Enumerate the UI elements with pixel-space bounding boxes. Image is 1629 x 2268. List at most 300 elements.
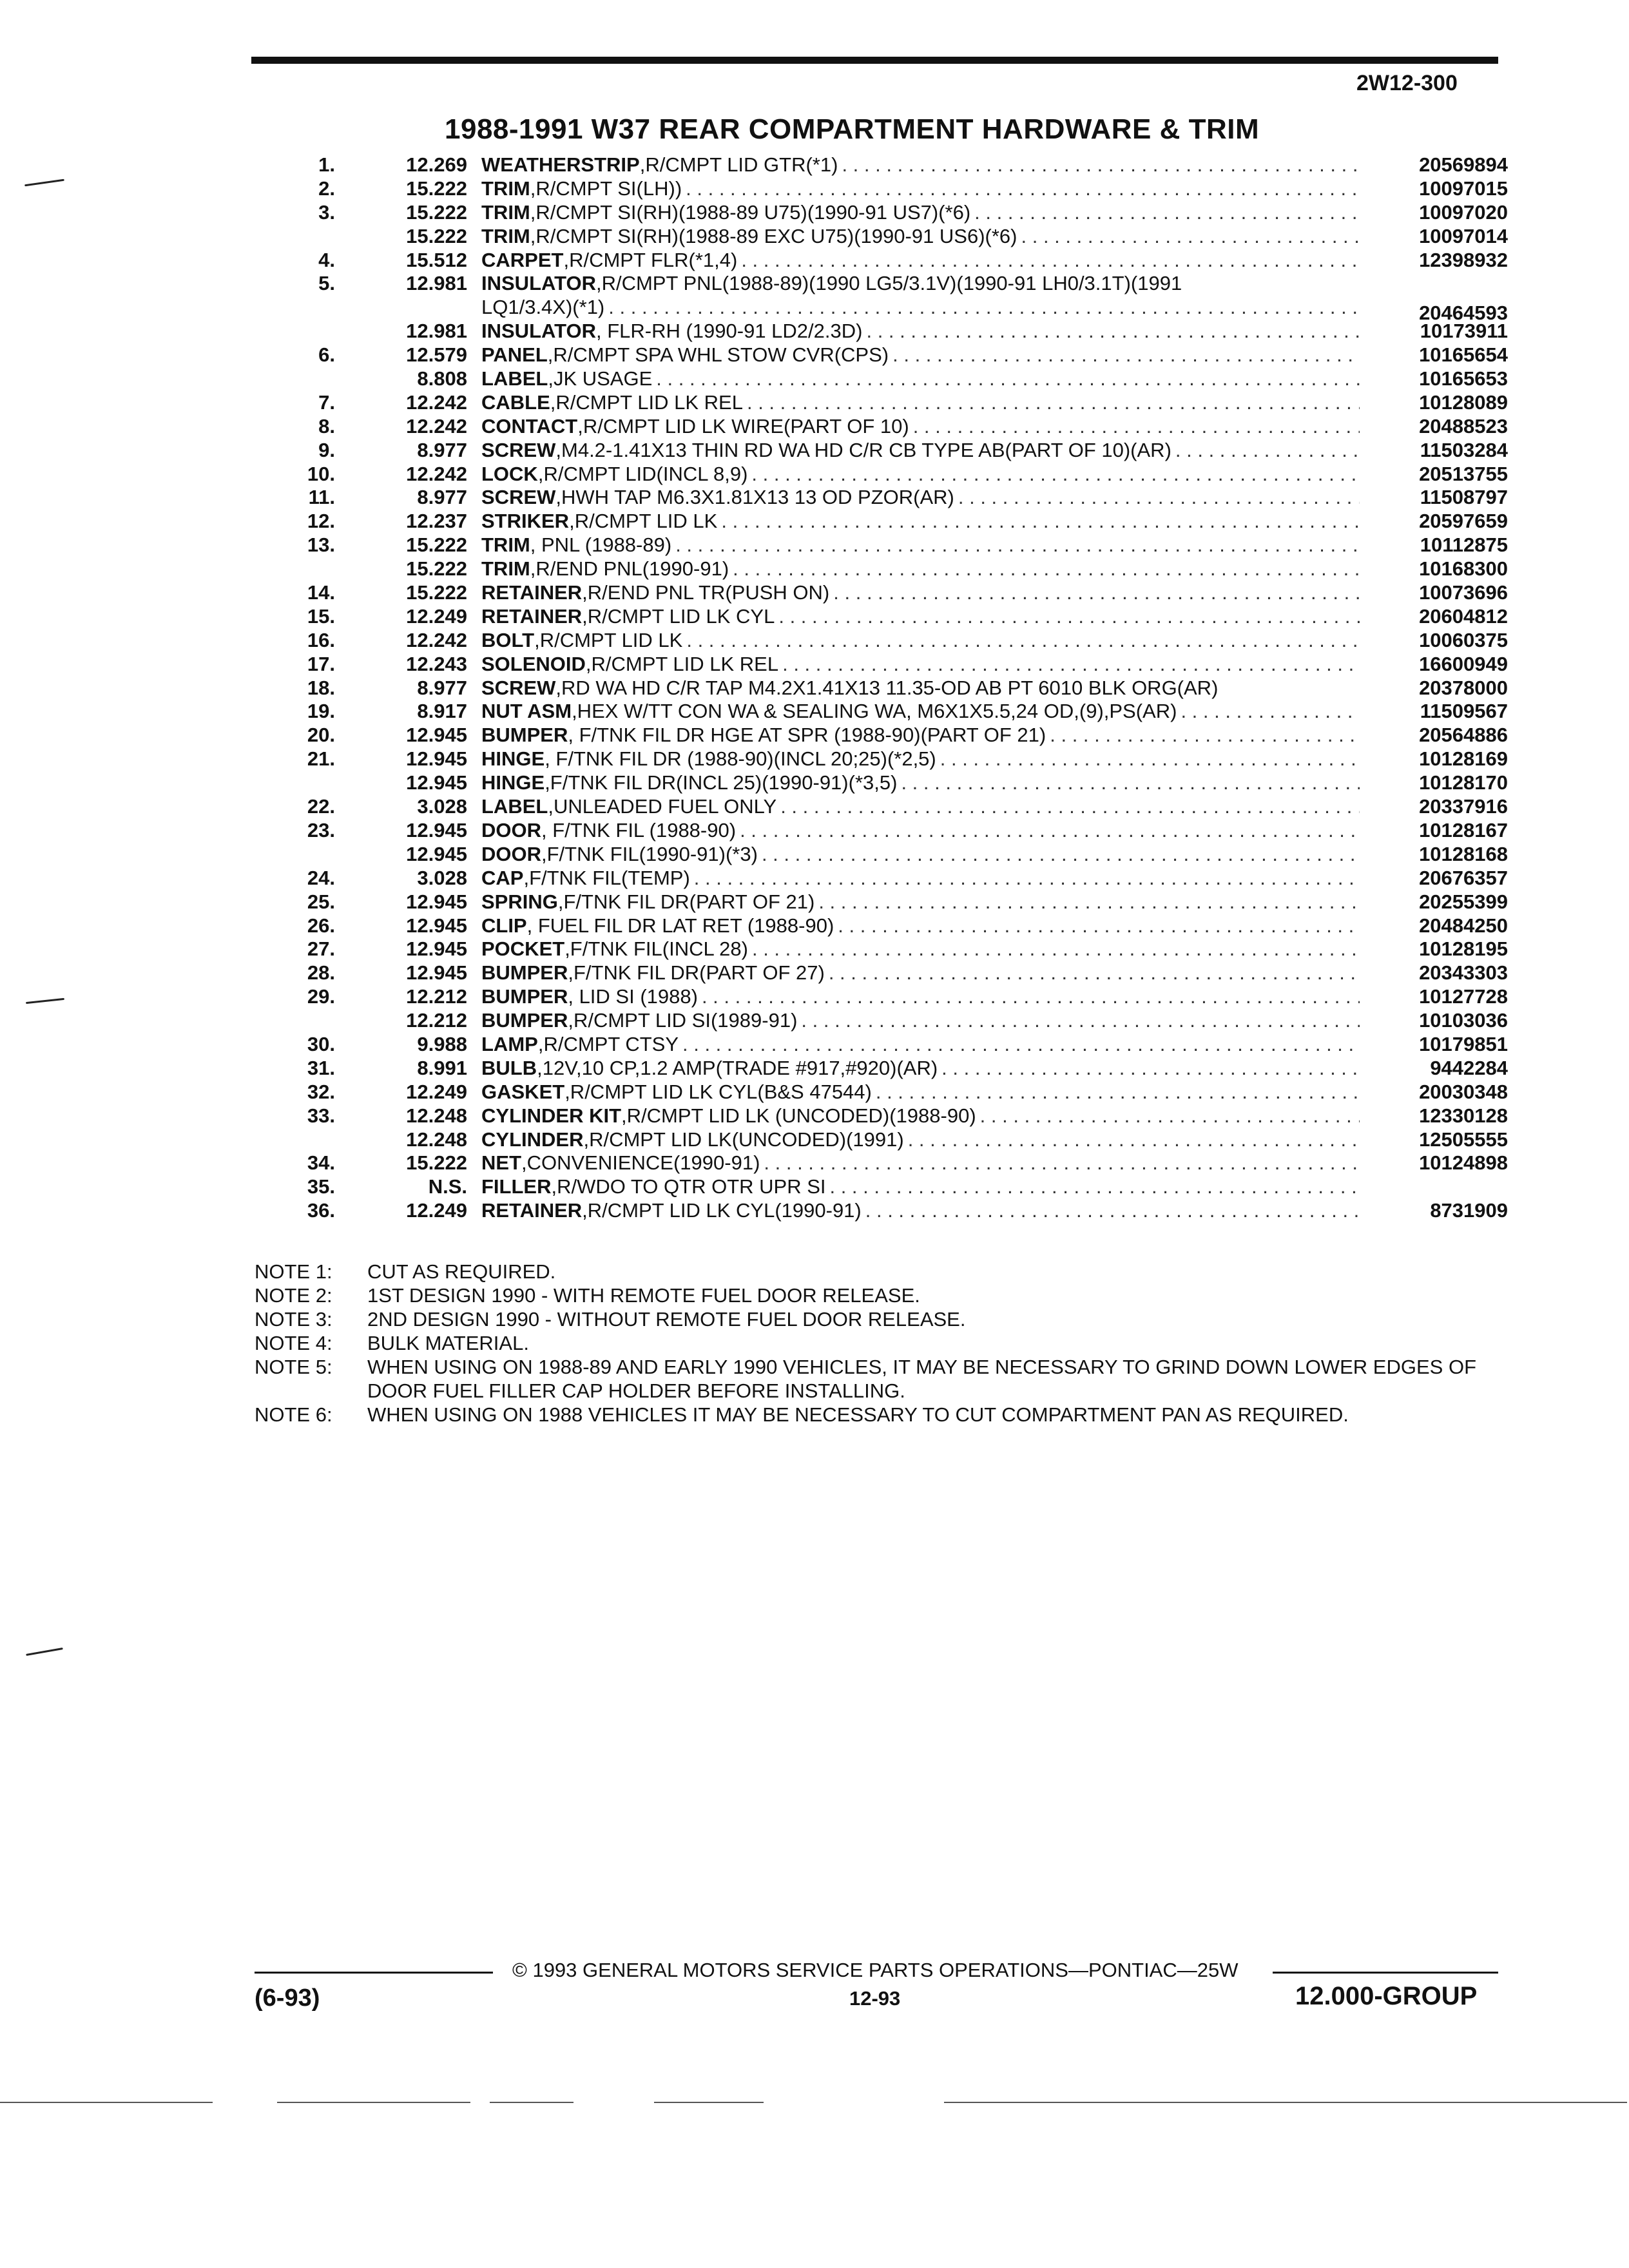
part-row (245, 629, 1508, 653)
part-description (481, 367, 1360, 391)
part-description (481, 985, 1360, 1009)
dot-leader (686, 629, 1360, 653)
part-detail: ,F/TNK FIL(1990-91)(*3) (541, 842, 758, 865)
item-number: 24. (307, 866, 335, 889)
part-row (245, 1009, 1508, 1033)
part-detail: , FLR-RH (1990-91 LD2/2.3D) (595, 320, 863, 343)
part-row (245, 1104, 1508, 1128)
dot-leader (1181, 700, 1360, 724)
part-description (481, 1175, 1360, 1199)
part-row (245, 343, 1508, 367)
item-number: 12. (307, 510, 335, 533)
part-detail: ,R/CMPT PNL(1988-89)(1990 LG5/3.1V)(1990-91 LH0/3.1T)(1991 (595, 272, 1182, 295)
part-detail: , LID SI (1988) (568, 985, 698, 1008)
part-name: NUT ASM (481, 700, 572, 723)
dot-leader (778, 605, 1360, 629)
part-name: PANEL (481, 343, 548, 367)
group-number: 12.242 (406, 628, 467, 651)
group-number: 12.243 (406, 652, 467, 675)
part-row (245, 415, 1508, 439)
note-label: NOTE 5: (255, 1356, 333, 1378)
note-row (255, 1331, 1505, 1355)
part-number: 11509567 (1420, 700, 1508, 723)
parts-list (245, 153, 1508, 1223)
part-detail: , F/TNK FIL (1988-90) (541, 818, 737, 841)
page-number: 12-93 (849, 1987, 901, 2010)
note-label: NOTE 4: (255, 1332, 333, 1354)
part-description (481, 629, 1360, 653)
dot-leader (829, 961, 1360, 985)
part-description (481, 819, 1360, 843)
part-number: 20464593 (1419, 302, 1508, 325)
item-number: 20. (307, 724, 335, 747)
part-description (481, 1128, 1360, 1152)
part-row (245, 653, 1508, 677)
part-number: 11503284 (1420, 438, 1508, 461)
part-description (481, 1057, 1360, 1081)
item-number: 34. (307, 1151, 335, 1175)
note-text: CUT AS REQUIRED. (367, 1260, 556, 1283)
part-detail: ,12V,10 CP,1.2 AMP(TRADE #917,#920)(AR) (537, 1056, 938, 1079)
part-row (245, 914, 1508, 938)
part-number: 10179851 (1419, 1032, 1508, 1055)
dot-leader (733, 557, 1360, 581)
part-row (245, 724, 1508, 747)
bottom-rule (490, 2102, 574, 2103)
item-number: 33. (307, 1104, 335, 1127)
part-number: 10173911 (1420, 320, 1508, 343)
group-number: 12.945 (406, 890, 467, 913)
group-number: 8.917 (417, 700, 467, 723)
dot-leader (866, 320, 1360, 343)
part-number: 10097014 (1419, 224, 1508, 247)
top-rule (251, 57, 1498, 64)
group-number: 12.945 (406, 937, 467, 961)
part-number: 20564886 (1419, 724, 1508, 747)
part-row (245, 747, 1508, 771)
part-number: 10128169 (1419, 747, 1508, 771)
part-description (481, 653, 1360, 677)
dot-leader (747, 391, 1360, 415)
dot-leader (801, 1009, 1360, 1033)
part-name: CAP (481, 866, 524, 889)
bottom-rule (0, 2102, 213, 2103)
part-name: BUMPER (481, 961, 568, 985)
part-name: CONTACT (481, 414, 578, 437)
part-description (481, 153, 1360, 177)
part-description (481, 296, 1360, 320)
page-code: 2W12-300 (1356, 71, 1458, 95)
part-row (245, 1128, 1508, 1152)
part-row (245, 1033, 1508, 1057)
part-description (481, 1081, 1360, 1104)
part-description (481, 581, 1360, 605)
group-number: N.S. (428, 1175, 467, 1198)
item-number: 26. (307, 914, 335, 937)
item-number: 18. (307, 676, 335, 699)
part-number: 20337916 (1419, 795, 1508, 818)
part-detail: ,CONVENIENCE(1990-91) (521, 1151, 760, 1175)
part-name: LOCK (481, 462, 538, 485)
part-detail: ,R/CMPT LID LK (534, 628, 683, 651)
dot-leader (740, 819, 1360, 843)
item-number: 5. (318, 272, 335, 295)
part-name: RETAINER (481, 604, 583, 628)
item-number: 13. (307, 533, 335, 557)
part-row (245, 1199, 1508, 1223)
dot-leader (908, 1128, 1360, 1152)
part-detail: ,RD WA HD C/R TAP M4.2X1.41X13 11.35-OD AB PT 6010 BLK ORG(AR) (555, 676, 1219, 699)
part-detail: , FUEL FIL DR LAT RET (1988-90) (526, 914, 834, 937)
part-name: CYLINDER KIT (481, 1104, 621, 1127)
part-detail: ,JK USAGE (548, 367, 653, 390)
part-detail: ,R/CMPT LID LK WIRE(PART OF 10) (577, 414, 909, 437)
dot-leader (829, 1175, 1360, 1199)
part-description (481, 439, 1360, 463)
item-number: 17. (307, 652, 335, 675)
part-description (481, 510, 1360, 533)
group-number: 12.249 (406, 604, 467, 628)
bottom-rule (277, 2102, 470, 2103)
group-number: 15.222 (406, 200, 467, 224)
part-detail: ,R/WDO TO QTR OTR UPR SI (551, 1175, 826, 1198)
group-number: 15.222 (406, 557, 467, 581)
part-number: 12398932 (1419, 248, 1508, 271)
group-number: 12.945 (406, 961, 467, 985)
part-row (245, 153, 1508, 177)
part-number: 10128170 (1419, 771, 1508, 794)
part-name: BUMPER (481, 985, 568, 1008)
part-row (245, 1057, 1508, 1081)
dot-leader (682, 1033, 1360, 1057)
item-number: 19. (307, 700, 335, 723)
part-name: TRIM (481, 224, 530, 247)
part-detail: ,R/CMPT LID(INCL 8,9) (537, 462, 748, 485)
part-name: CARPET (481, 248, 564, 271)
part-description (481, 1104, 1360, 1128)
part-row (245, 1151, 1508, 1175)
part-name: CYLINDER (481, 1128, 584, 1151)
group-number: 3.028 (417, 795, 467, 818)
part-detail: ,R/CMPT LID SI(1989-91) (568, 1009, 798, 1032)
part-row (245, 249, 1508, 273)
note-row (255, 1307, 1505, 1331)
part-description (481, 391, 1360, 415)
part-detail: ,F/TNK FIL DR(PART OF 27) (568, 961, 825, 985)
part-detail: ,R/CMPT CTSY (537, 1032, 679, 1055)
part-number: 10124898 (1419, 1151, 1508, 1175)
scan-mark (24, 179, 64, 187)
group-number: 8.977 (417, 676, 467, 699)
footer-rule-left (255, 1972, 493, 1974)
item-number: 21. (307, 747, 335, 771)
dot-leader (842, 153, 1360, 177)
group-number: 12.248 (406, 1104, 467, 1127)
group-number: 12.981 (406, 272, 467, 295)
part-description (481, 1151, 1360, 1175)
part-detail: ,F/TNK FIL(TEMP) (523, 866, 690, 889)
part-number: 16600949 (1419, 652, 1508, 675)
part-detail: ,F/TNK FIL(INCL 28) (564, 937, 748, 961)
item-number: 36. (307, 1199, 335, 1222)
dot-leader (782, 653, 1360, 677)
group-number: 8.977 (417, 438, 467, 461)
group-number: 12.242 (406, 462, 467, 485)
part-number: 20569894 (1419, 153, 1508, 176)
part-description (481, 890, 1360, 914)
dot-leader (702, 985, 1360, 1009)
part-detail: ,R/END PNL(1990-91) (530, 557, 729, 581)
part-description (481, 724, 1360, 747)
part-number: 9442284 (1430, 1056, 1508, 1079)
part-name: TRIM (481, 557, 530, 581)
dot-leader (721, 510, 1360, 533)
part-number: 20513755 (1419, 462, 1508, 485)
part-description (481, 249, 1360, 273)
note-text: WHEN USING ON 1988 VEHICLES IT MAY BE NECESSARY TO CUT COMPARTMENT PAN AS REQUIRED. (367, 1403, 1349, 1426)
item-number: 31. (307, 1056, 335, 1079)
part-number: 12505555 (1419, 1128, 1508, 1151)
part-name: SOLENOID (481, 652, 586, 675)
dot-leader (901, 771, 1360, 795)
part-number: 10128168 (1419, 842, 1508, 865)
item-number: 10. (307, 462, 335, 485)
part-name: HINGE (481, 771, 545, 794)
part-row (245, 1175, 1508, 1199)
note-text: BULK MATERIAL. (367, 1332, 529, 1354)
part-description (481, 914, 1360, 938)
dot-leader (892, 343, 1360, 367)
part-detail: , PNL (1988-89) (530, 533, 672, 557)
dot-leader (865, 1199, 1360, 1223)
part-row (245, 795, 1508, 819)
dot-leader (694, 867, 1360, 890)
bottom-rule (654, 2102, 764, 2103)
page-title: 1988-1991 W37 REAR COMPARTMENT HARDWARE & TRIM (445, 113, 1260, 145)
part-detail: ,R/CMPT LID GTR(*1) (639, 153, 838, 176)
dot-leader (980, 1104, 1360, 1128)
note-row (255, 1355, 1505, 1403)
part-detail: ,R/CMPT LID LK CYL(1990-91) (582, 1199, 862, 1222)
part-name: WEATHERSTRIP (481, 153, 640, 176)
part-name: LAMP (481, 1032, 538, 1055)
part-detail: ,HWH TAP M6.3X1.81X13 13 OD PZOR(AR) (555, 486, 954, 509)
part-description (481, 795, 1360, 819)
footer-rule-right (1273, 1972, 1498, 1974)
part-number: 20597659 (1419, 510, 1508, 533)
group-number: 12.945 (406, 818, 467, 841)
part-number: 10128089 (1419, 390, 1508, 414)
dot-leader (741, 249, 1360, 273)
part-description (481, 272, 1360, 296)
item-number: 16. (307, 628, 335, 651)
dot-leader (941, 1057, 1360, 1081)
part-detail: ,R/CMPT LID LK REL (550, 390, 743, 414)
part-detail: ,R/CMPT SPA WHL STOW CVR(CPS) (547, 343, 889, 367)
dot-leader (608, 296, 1360, 320)
part-row (245, 961, 1508, 985)
part-number: 10128195 (1419, 937, 1508, 961)
note-label: NOTE 6: (255, 1403, 333, 1426)
part-description (481, 867, 1360, 890)
part-number: 20484250 (1419, 914, 1508, 937)
part-number: 20343303 (1419, 961, 1508, 985)
group-number: 8.977 (417, 486, 467, 509)
part-name: INSULATOR (481, 320, 596, 343)
copyright-text: © 1993 GENERAL MOTORS SERVICE PARTS OPERATIONS—PONTIAC—25W (512, 1959, 1239, 1981)
part-row (245, 225, 1508, 249)
part-number: 20676357 (1419, 866, 1508, 889)
item-number: 14. (307, 581, 335, 604)
bottom-rule (944, 2102, 1627, 2103)
dot-leader (940, 747, 1360, 771)
part-number: 10168300 (1419, 557, 1508, 581)
item-number: 29. (307, 985, 335, 1008)
item-number: 23. (307, 818, 335, 841)
part-name: CLIP (481, 914, 527, 937)
note-label: NOTE 3: (255, 1308, 333, 1331)
item-number: 25. (307, 890, 335, 913)
part-detail: ,HEX W/TT CON WA & SEALING WA, M6X1X5.5,24 OD,(9),PS(AR) (572, 700, 1177, 723)
dot-leader (1175, 439, 1360, 463)
part-description (481, 533, 1360, 557)
note-label: NOTE 1: (255, 1260, 333, 1283)
part-name: INSULATOR (481, 272, 596, 295)
part-description (481, 463, 1360, 486)
part-description (481, 843, 1360, 867)
part-name: SCREW (481, 486, 556, 509)
item-number: 1. (318, 153, 335, 176)
part-name: RETAINER (481, 581, 583, 604)
part-detail: ,R/CMPT LID LK (569, 510, 718, 533)
group-number: 12.945 (406, 747, 467, 771)
part-number: 10128167 (1419, 818, 1508, 841)
part-row (245, 391, 1508, 415)
part-description (481, 177, 1360, 201)
item-number: 22. (307, 795, 335, 818)
part-detail: ,UNLEADED FUEL ONLY (548, 795, 777, 818)
dot-leader (974, 201, 1360, 225)
part-row (245, 296, 1508, 325)
part-row (245, 1081, 1508, 1104)
group-number: 12.242 (406, 414, 467, 437)
part-detail: ,R/CMPT FLR(*1,4) (563, 248, 738, 271)
group-number: 12.237 (406, 510, 467, 533)
item-number: 2. (318, 177, 335, 200)
notes-section (255, 1260, 1505, 1427)
part-name: SPRING (481, 890, 558, 913)
dot-leader (1021, 225, 1360, 249)
part-number: 10097015 (1419, 177, 1508, 200)
group-number: 12.249 (406, 1199, 467, 1222)
part-detail: ,R/CMPT LID LK(UNCODED)(1991) (583, 1128, 904, 1151)
part-row (245, 985, 1508, 1009)
part-number: 11508797 (1420, 486, 1508, 509)
part-row (245, 605, 1508, 629)
part-row (245, 463, 1508, 486)
note-row (255, 1403, 1505, 1427)
part-row (245, 272, 1508, 296)
note-label: NOTE 2: (255, 1284, 333, 1307)
part-row (245, 510, 1508, 533)
part-number: 20030348 (1419, 1080, 1508, 1103)
part-description (481, 771, 1360, 795)
part-name: GASKET (481, 1080, 565, 1103)
part-row (245, 320, 1508, 343)
part-description (481, 1009, 1360, 1033)
part-name: STRIKER (481, 510, 570, 533)
part-number: 10097020 (1419, 200, 1508, 224)
part-number: 20488523 (1419, 414, 1508, 437)
part-detail: ,M4.2-1.41X13 THIN RD WA HD C/R CB TYPE AB(PART OF 10)(AR) (555, 438, 1171, 461)
part-name: TRIM (481, 177, 530, 200)
part-number: 12330128 (1419, 1104, 1508, 1127)
item-number: 9. (318, 438, 335, 461)
part-name: FILLER (481, 1175, 552, 1198)
part-name: LABEL (481, 367, 548, 390)
part-row (245, 890, 1508, 914)
part-row (245, 843, 1508, 867)
part-number: 10060375 (1419, 628, 1508, 651)
group-number: 15.222 (406, 1151, 467, 1175)
dot-leader (913, 415, 1360, 439)
note-row (255, 1260, 1505, 1283)
dot-leader (818, 890, 1360, 914)
item-number: 27. (307, 937, 335, 961)
part-detail: ,R/CMPT SI(RH)(1988-89 EXC U75)(1990-91 US6)(*6) (530, 224, 1017, 247)
note-text: WHEN USING ON 1988-89 AND EARLY 1990 VEHICLES, IT MAY BE NECESSARY TO GRIND DOWN LOWER EDGES OF DOOR FUEL FILLER CAP HOLDER BEFORE INSTALLING. (367, 1356, 1476, 1402)
part-name: NET (481, 1151, 521, 1175)
part-detail: ,F/TNK FIL DR(PART OF 21) (557, 890, 815, 913)
part-detail: LQ1/3.4X)(*1) (481, 296, 605, 319)
part-number: 20255399 (1419, 890, 1508, 913)
part-detail: , F/TNK FIL DR HGE AT SPR (1988-90)(PART OF 21) (568, 724, 1046, 747)
part-row (245, 177, 1508, 201)
dot-leader (762, 843, 1360, 867)
part-description (481, 557, 1360, 581)
part-description (481, 343, 1360, 367)
part-description (481, 677, 1360, 700)
part-row (245, 439, 1508, 463)
group-number: 12.248 (406, 1128, 467, 1151)
item-number: 7. (318, 390, 335, 414)
part-name: HINGE (481, 747, 545, 771)
item-number: 28. (307, 961, 335, 985)
part-description (481, 700, 1360, 724)
item-number: 35. (307, 1175, 335, 1198)
part-row (245, 486, 1508, 510)
part-name: DOOR (481, 842, 541, 865)
part-description (481, 747, 1360, 771)
part-detail: ,R/CMPT SI(RH)(1988-89 U75)(1990-91 US7)(*6) (530, 200, 971, 224)
part-description (481, 320, 1360, 343)
dot-leader (780, 795, 1360, 819)
part-name: RETAINER (481, 1199, 583, 1222)
scan-mark (26, 998, 64, 1004)
group-number: 15.512 (406, 248, 467, 271)
part-row (245, 771, 1508, 795)
part-number: 10073696 (1419, 581, 1508, 604)
part-row (245, 367, 1508, 391)
dot-leader (838, 914, 1360, 938)
part-row (245, 819, 1508, 843)
part-detail: ,R/CMPT LID LK (UNCODED)(1988-90) (621, 1104, 976, 1127)
part-number: 8731909 (1430, 1199, 1508, 1222)
group-number: 15.222 (406, 177, 467, 200)
part-row (245, 581, 1508, 605)
group-number: 12.242 (406, 390, 467, 414)
part-name: SCREW (481, 438, 556, 461)
